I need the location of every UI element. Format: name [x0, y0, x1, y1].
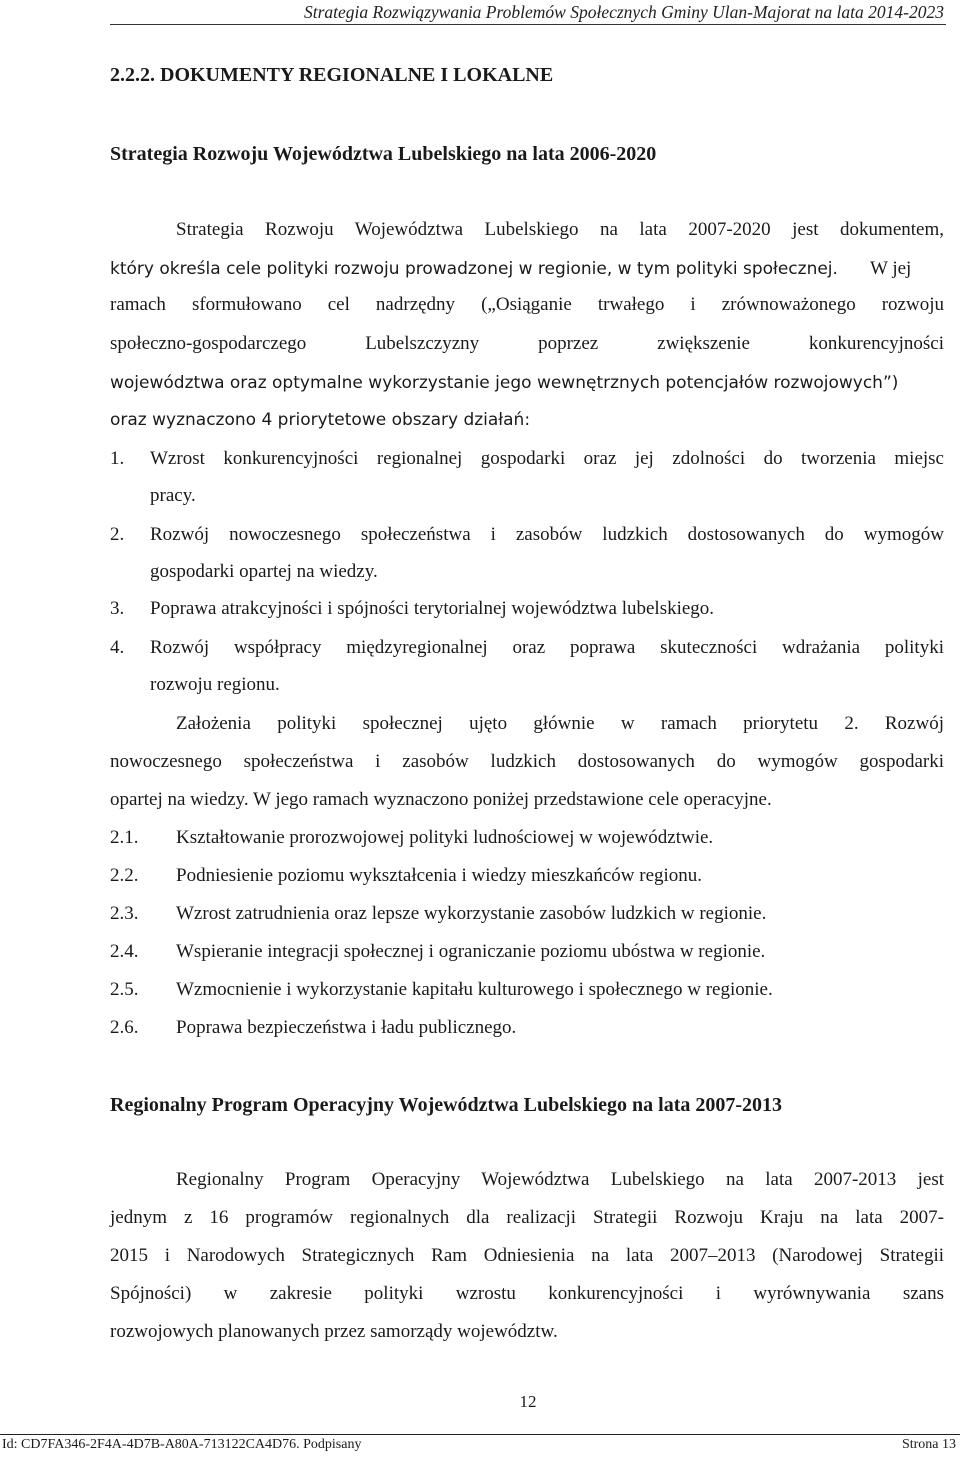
list-item-text: gospodarki opartej na wiedzy. [150, 561, 378, 582]
list-item-number: 3. [110, 598, 125, 619]
paragraph-line: nowoczesnego społeczeństwa i zasobów ludzkich dostosowanych do wymogów gospodarki [110, 751, 944, 772]
list-item-number: 2. [110, 524, 125, 545]
goal-number: 2.3. [110, 903, 139, 924]
paragraph-line: społeczno-gospodarczego Lubelszczyzny poprzez zwiększenie konkurencyjności [110, 333, 944, 354]
goal-number: 2.2. [110, 865, 139, 886]
list-item-number: 4. [110, 637, 125, 658]
subsection-title-rpo: Regionalny Program Operacyjny Województwa Lubelskiego na lata 2007-2013 [110, 1094, 783, 1116]
goal-text: Wspieranie integracji społecznej i ograniczanie poziomu ubóstwa w regionie. [176, 941, 766, 962]
list-item-text: Rozwój nowoczesnego społeczeństwa i zasobów ludzkich dostosowanych do wymogów [150, 524, 944, 545]
subsection-title-strategy: Strategia Rozwoju Województwa Lubelskiego na lata 2006-2020 [110, 143, 657, 165]
list-item-text: Rozwój współpracy międzyregionalnej oraz poprawa skuteczności wdrażania polityki [150, 637, 944, 658]
list-item-text: pracy. [150, 485, 196, 506]
paragraph-line-fragment: W jej [870, 258, 912, 279]
footer-page-label: Strona 13 [901, 1437, 956, 1452]
goal-number: 2.1. [110, 827, 139, 848]
paragraph-line: 2015 i Narodowych Strategicznych Ram Odniesienia na lata 2007–2013 (Narodowej Strategii [110, 1245, 944, 1266]
paragraph-line-sans [110, 372, 944, 394]
paragraph-line: jednym z 16 programów regionalnych dla realizacji Strategii Rozwoju Kraju na lata 2007- [110, 1207, 944, 1228]
paragraph-line: Strategia Rozwoju Województwa Lubelskiego na lata 2007-2020 jest dokumentem, [176, 219, 944, 240]
page-number: 12 [519, 1392, 537, 1411]
paragraph-line-sans [110, 258, 838, 280]
goal-number: 2.4. [110, 941, 139, 962]
goal-number: 2.6. [110, 1017, 139, 1038]
list-item-text: Wzrost konkurencyjności regionalnej gospodarki oraz jej zdolności do tworzenia miejsc [150, 448, 944, 469]
running-header-title: Strategia Rozwiązywania Problemów Społecznych Gminy Ulan-Majorat na lata 2014-2023 [304, 2, 944, 22]
goal-text: Podniesienie poziomu wykształcenia i wiedzy mieszkańców regionu. [176, 865, 703, 886]
goal-text: Poprawa bezpieczeństwa i ładu publicznego. [176, 1017, 517, 1038]
footer-divider [0, 1434, 960, 1435]
paragraph-line-sans [110, 409, 530, 431]
goal-number: 2.5. [110, 979, 139, 1000]
header-divider [110, 24, 946, 25]
list-item-text: rozwoju regionu. [150, 674, 280, 695]
paragraph-line: opartej na wiedzy. W jego ramach wyznaczono poniżej przedstawione cele operacyjne. [110, 789, 772, 810]
paragraph-line: Spójności) w zakresie polityki wzrostu konkurencyjności i wyrównywania szans [110, 1283, 944, 1304]
section-heading: 2.2.2. DOKUMENTY REGIONALNE I LOKALNE [110, 64, 554, 86]
paragraph-line-text: który określa cele polityki rozwoju prowadzonej w regionie, w tym polityki społecznej. [110, 259, 838, 279]
list-item-number: 1. [110, 448, 125, 469]
goal-text: Kształtowanie prorozwojowej polityki ludnościowej w województwie. [176, 827, 714, 848]
paragraph-line: rozwojowych planowanych przez samorządy województw. [110, 1321, 558, 1342]
paragraph-line: ramach sformułowano cel nadrzędny („Osiąganie trwałego i zrównoważonego rozwoju [110, 294, 944, 315]
paragraph-line-text: województwa oraz optymalne wykorzystanie jego wewnętrznych potencjałów rozwojowych”) [110, 373, 899, 393]
paragraph-line: Założenia polityki społecznej ujęto głównie w ramach priorytetu 2. Rozwój [176, 713, 944, 734]
footer-document-id: Id: CD7FA346-2F4A-4D7B-A80A-713122CA4D76. Podpisany [2, 1437, 362, 1452]
paragraph-line: Regionalny Program Operacyjny Województwa Lubelskiego na lata 2007-2013 jest [176, 1169, 944, 1190]
goal-text: Wzrost zatrudnienia oraz lepsze wykorzystanie zasobów ludzkich w regionie. [176, 903, 767, 924]
paragraph-line-text: oraz wyznaczono 4 priorytetowe obszary działań: [110, 410, 531, 430]
list-item-text: Poprawa atrakcyjności i spójności terytorialnej województwa lubelskiego. [150, 598, 715, 619]
goal-text: Wzmocnienie i wykorzystanie kapitału kulturowego i społecznego w regionie. [176, 979, 773, 1000]
